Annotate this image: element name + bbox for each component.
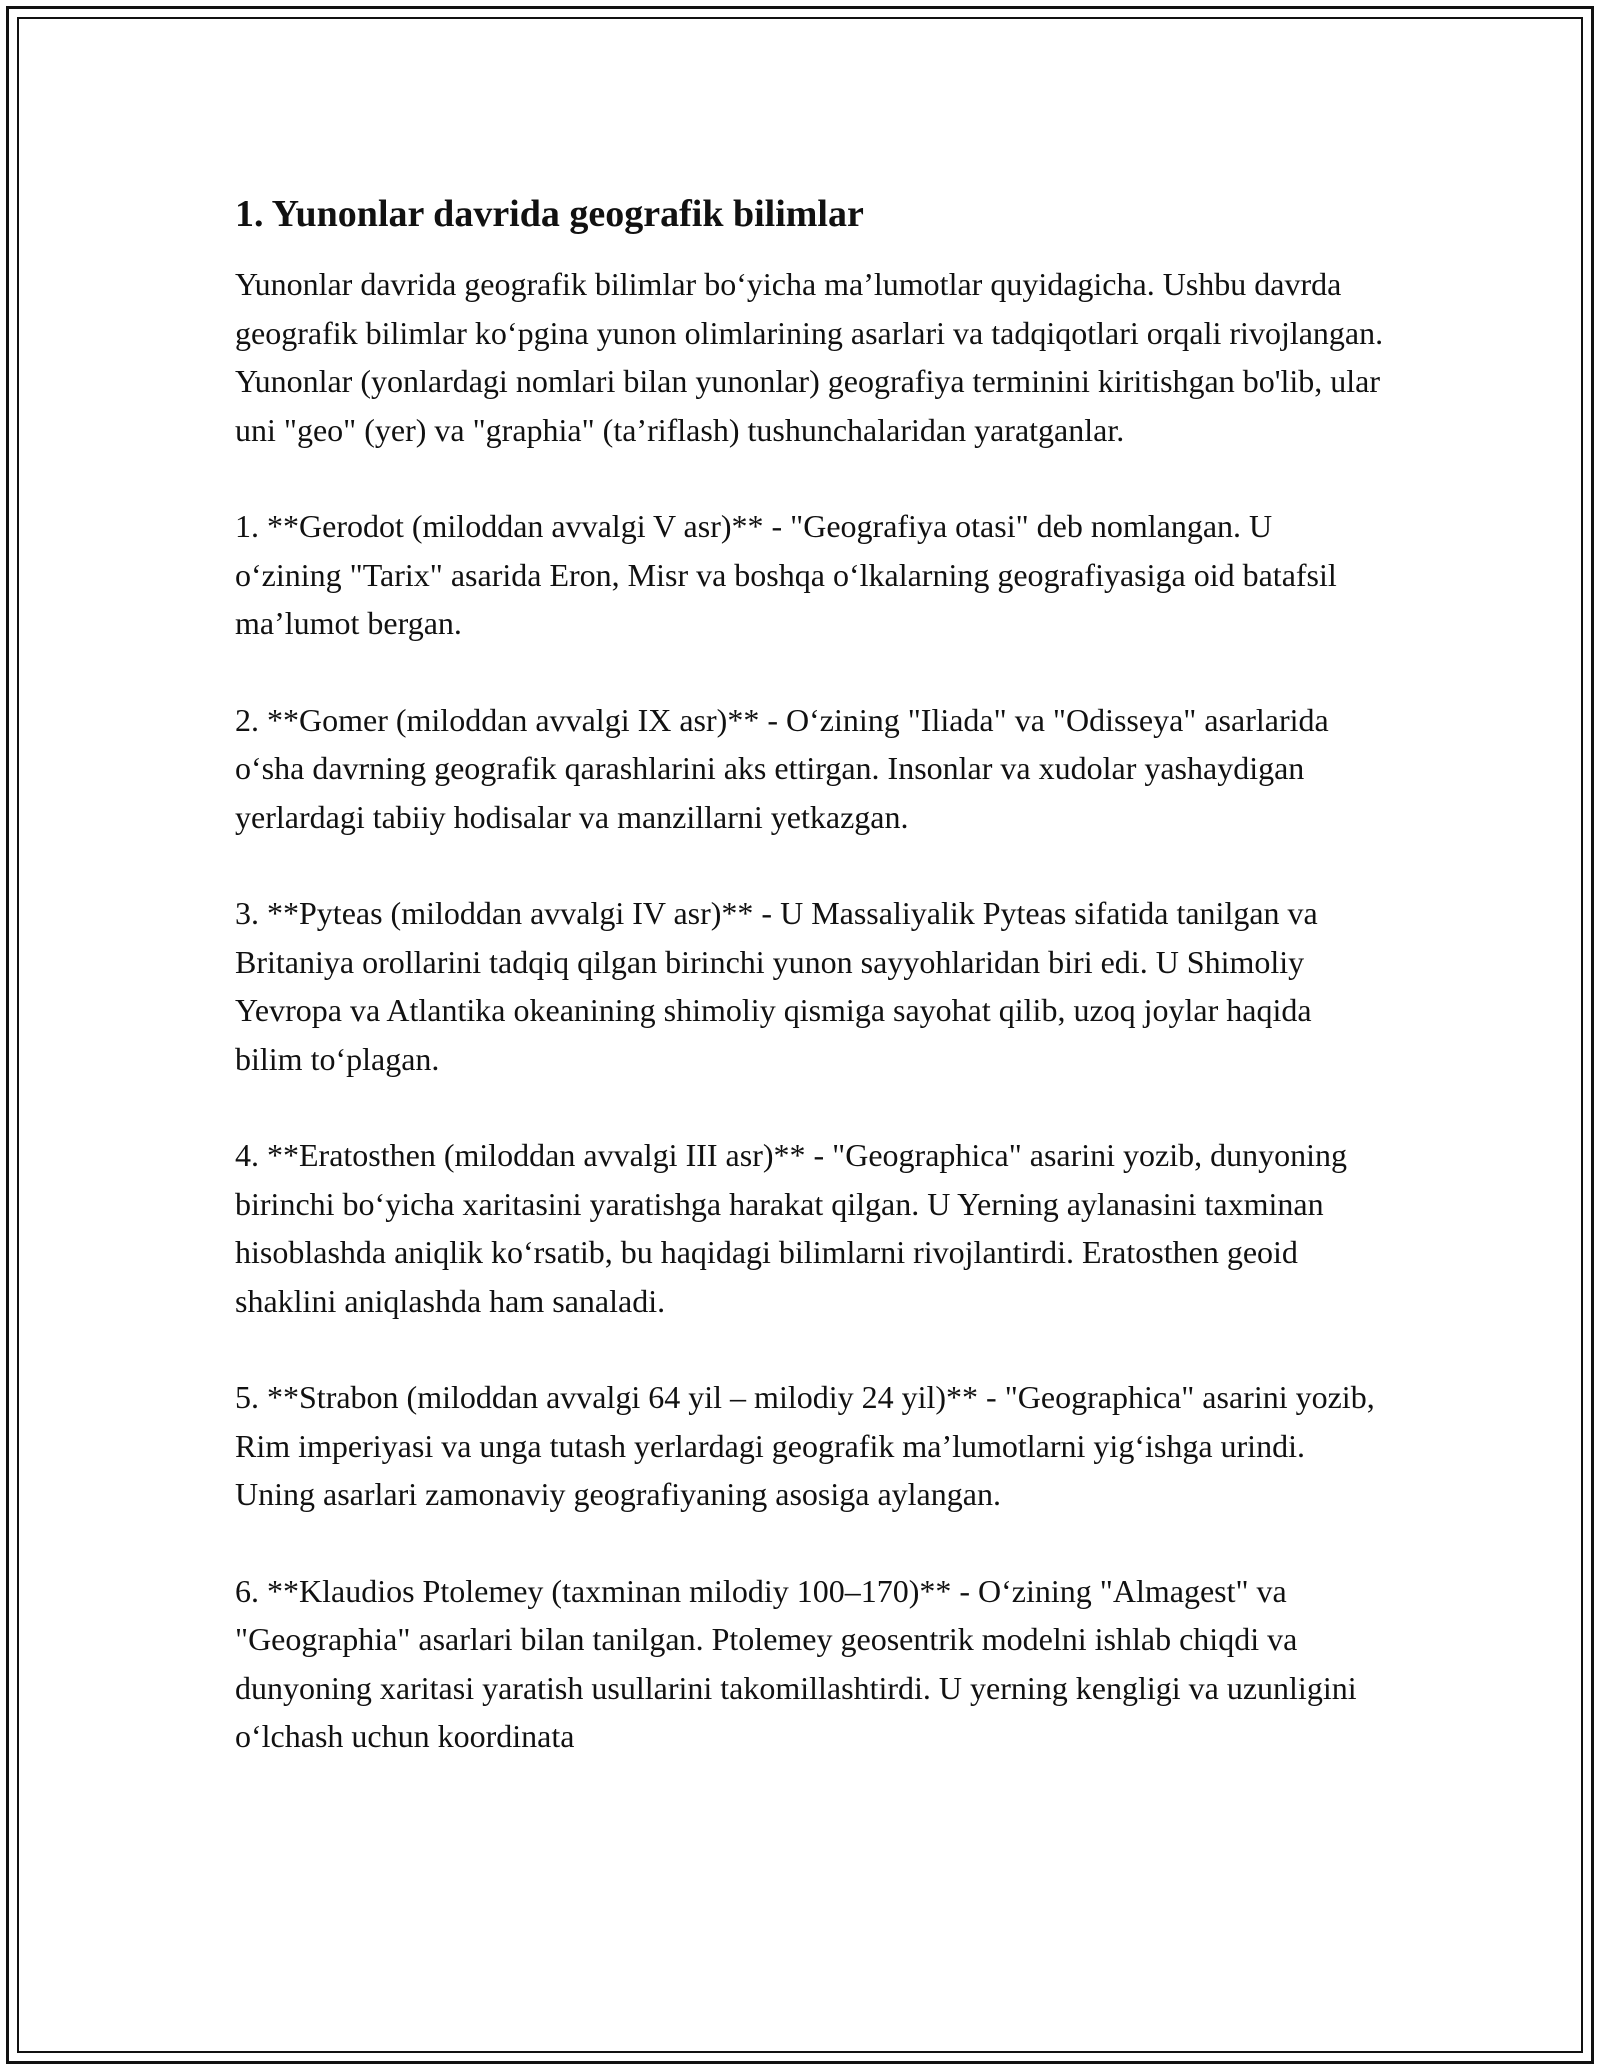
document-body bbox=[235, 188, 1385, 1809]
list-item-strabon: 5. **Strabon (miloddan avvalgi 64 yil – milodiy 24 yil)** - "Geographica" asarini yozib, Rim imperiyasi va unga tutash yerlardagi geografik ma’lumotlarni yig‘ishga urindi. Uning asarlari zamonaviy geografiyaning asosiga aylangan. bbox=[235, 1379, 1375, 1512]
list-item-gerodot: 1. **Gerodot (miloddan avvalgi V asr)** - "Geografiya otasi" deb nomlangan. U o‘zining "Tarix" asarida Eron, Misr va boshqa o‘lkalarning geografiyasiga oid batafsil ma’lumot bergan. bbox=[235, 508, 1337, 641]
list-item-ptolemey: 6. **Klaudios Ptolemey (taxminan milodiy 100–170)** - O‘zining "Almagest" va "Geographia" asarlari bilan tanilgan. Ptolemey geosentrik modelni ishlab chiqdi va dunyoning xaritasi yaratish usullarini takomillashtirdi. U yerning kengligi va uzunligini o‘lchash uchun koordinata bbox=[235, 1572, 1357, 1754]
list-item-pyteas: 3. **Pyteas (miloddan avvalgi IV asr)** - U Massaliyalik Pyteas sifatida tanilgan va Britaniya orollarini tadqiq qilgan birinchi yunon sayyohlaridan biri edi. U Shimoliy Yevropa va Atlantika okeanining shimoliy qismiga sayohat qilib, uzoq joylar haqida bilim to‘plagan. bbox=[235, 895, 1318, 1077]
intro-paragraph: Yunonlar davrida geografik bilimlar bo‘yicha ma’lumotlar quyidagicha. Ushbu davrda geografik bilimlar ko‘pgina yunon olimlarining asarlari va tadqiqotlari orqali rivojlangan. Yunonlar (yonlardagi nomlari bilan yunonlar) geografiya terminini kiritishgan bo'lib, ular uni "geo" (yer) va "graphia" (ta’riflash) tushunchalaridan yaratganlar. bbox=[235, 266, 1384, 448]
list-item-eratosthen: 4. **Eratosthen (miloddan avvalgi III asr)** - "Geographica" asarini yozib, dunyoning birinchi bo‘yicha xaritasini yaratishga harakat qilgan. U Yerning aylanasini taxminan hisoblashda aniqlik ko‘rsatib, bu haqidagi bilimlarni rivojlantirdi. Eratosthen geoid shaklini aniqlashda ham sanaladi. bbox=[235, 1137, 1348, 1319]
section-title: 1. Yunonlar davrida geografik bilimlar bbox=[235, 193, 864, 235]
list-item-gomer: 2. **Gomer (miloddan avvalgi IX asr)** - O‘zining "Iliada" va "Odisseya" asarlarida o‘sha davrning geografik qarashlarini aks ettirgan. Insonlar va xudolar yashaydigan yerlardagi tabiiy hodisalar va manzillarni yetkazgan. bbox=[235, 701, 1329, 835]
